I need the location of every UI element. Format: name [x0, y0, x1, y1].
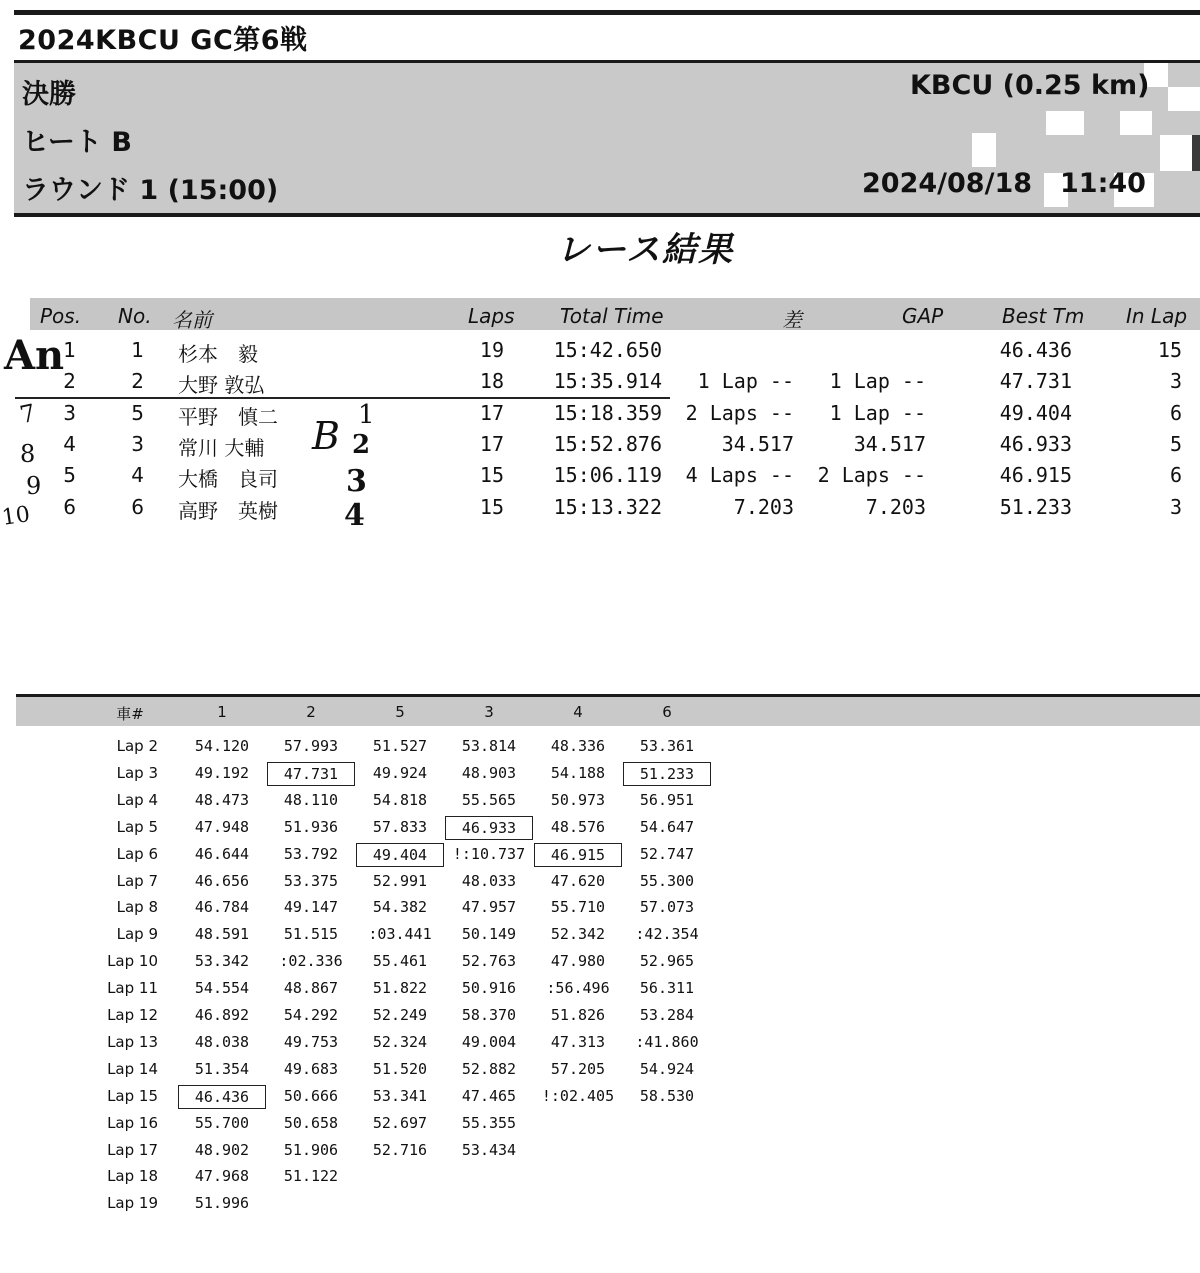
- lap-time: !:10.737: [452, 844, 526, 863]
- lap-time: 57.205: [550, 1059, 606, 1078]
- lap-time: 49.683: [283, 1059, 339, 1078]
- lap-time: 48.591: [194, 925, 250, 944]
- result-cell-best: 46.915: [999, 463, 1072, 488]
- lap-label: Lap 3: [116, 763, 158, 782]
- report-title: レース結果: [555, 230, 735, 270]
- lap-header-car: 6: [662, 703, 672, 721]
- result-cell-total-time: 15:35.914: [553, 369, 662, 394]
- lap-time: 47.957: [461, 898, 517, 917]
- lap-time: 54.120: [194, 737, 250, 755]
- col-header-laps: Laps: [468, 304, 515, 328]
- result-cell-best: 49.404: [999, 400, 1072, 425]
- result-cell-in-lap: 6: [1169, 463, 1182, 488]
- lap-time: 50.916: [461, 979, 517, 998]
- session-heat: ヒート B: [22, 127, 132, 158]
- lap-time: 55.565: [461, 790, 517, 809]
- lap-header-car: 1: [217, 703, 227, 721]
- lap-time: 49.147: [283, 898, 339, 917]
- best-lap-time: 46.915: [534, 843, 622, 867]
- lap-time: 58.530: [639, 1086, 695, 1105]
- lap-label: Lap 2: [116, 737, 158, 755]
- handwritten-note: 9: [26, 472, 42, 500]
- lap-time: 51.520: [372, 1059, 428, 1078]
- result-cell-gap: 1 Lap --: [829, 400, 926, 425]
- lap-header-car: 5: [395, 703, 405, 721]
- lap-label: Lap 15: [107, 1086, 158, 1105]
- lap-time: 46.892: [194, 1006, 250, 1024]
- lap-time: :41.860: [635, 1032, 699, 1051]
- lap-time: 48.902: [194, 1140, 250, 1159]
- lap-time: 48.903: [461, 763, 517, 782]
- col-header-in-lap: In Lap: [1126, 304, 1188, 328]
- lap-time: :42.354: [635, 925, 699, 944]
- lap-time: 54.924: [639, 1059, 695, 1078]
- result-cell-diff: 4 Laps --: [685, 463, 794, 488]
- lap-time: 48.473: [194, 790, 250, 809]
- lap-time: 48.576: [550, 817, 606, 836]
- result-cell-no: 2: [131, 369, 144, 394]
- handwritten-note: 3: [346, 464, 367, 499]
- lap-time: 54.818: [372, 790, 428, 809]
- track-name: KBCU (0.25 km): [910, 70, 1150, 101]
- lap-time: 56.311: [639, 979, 695, 998]
- best-lap-time: 46.933: [445, 816, 533, 840]
- result-cell-best: 46.933: [999, 431, 1072, 456]
- lap-time: 54.188: [550, 763, 606, 782]
- result-cell-name: 常川 大輔: [178, 435, 265, 460]
- lap-time: 53.814: [461, 737, 517, 755]
- col-header-no: No.: [118, 304, 152, 328]
- col-header-best: Best Tm: [1002, 304, 1085, 328]
- result-cell-name: 大橋 良司: [178, 467, 278, 492]
- lap-time: 53.375: [283, 871, 339, 890]
- lap-time: 52.965: [639, 952, 695, 971]
- lap-label: Lap 6: [116, 844, 158, 863]
- lap-time: 50.658: [283, 1113, 339, 1132]
- lap-time: 54.292: [283, 1006, 339, 1024]
- lap-time: 57.073: [639, 898, 695, 917]
- lap-label: Lap 5: [116, 817, 158, 836]
- lap-time: 55.710: [550, 898, 606, 917]
- lap-time: 51.354: [194, 1059, 250, 1078]
- lap-time: 49.753: [283, 1032, 339, 1051]
- lap-time: 51.936: [283, 817, 339, 836]
- lap-time: 48.110: [283, 790, 339, 809]
- lap-time: :03.441: [368, 925, 432, 944]
- result-cell-total-time: 15:13.322: [553, 494, 662, 519]
- lap-time: 51.527: [372, 737, 428, 755]
- result-cell-diff: 1 Lap --: [697, 369, 794, 394]
- lap-time: 51.122: [283, 1167, 339, 1186]
- lap-label: Lap 13: [107, 1032, 158, 1051]
- lap-label: Lap 16: [107, 1113, 158, 1132]
- lap-time: 49.004: [461, 1032, 517, 1051]
- lap-time: 52.697: [372, 1113, 428, 1132]
- col-header-gap: GAP: [902, 304, 944, 328]
- lap-time: 50.666: [283, 1086, 339, 1105]
- result-cell-total-time: 15:42.650: [553, 338, 662, 362]
- lap-header-car: 4: [573, 703, 583, 721]
- result-cell-total-time: 15:18.359: [553, 400, 662, 425]
- lap-time: 52.342: [550, 925, 606, 944]
- lap-time: 52.324: [372, 1032, 428, 1051]
- session-round: ラウンド 1 (15:00): [22, 175, 279, 206]
- checker-square: [1192, 135, 1200, 171]
- event-title: 2024KBCU GC第6戦: [18, 25, 308, 56]
- lap-time: 55.300: [639, 871, 695, 890]
- lap-label: Lap 12: [107, 1006, 158, 1024]
- lap-time: 57.993: [283, 737, 339, 755]
- result-cell-pos: 3: [63, 400, 76, 425]
- handwritten-note: An: [4, 332, 65, 379]
- lap-time: 49.924: [372, 763, 428, 782]
- result-cell-pos: 1: [63, 338, 76, 362]
- lap-time: 46.644: [194, 844, 250, 863]
- result-cell-pos: 2: [63, 369, 76, 394]
- lap-label: Lap 8: [116, 898, 158, 917]
- lap-time: 55.355: [461, 1113, 517, 1132]
- result-cell-best: 51.233: [999, 494, 1072, 519]
- lap-time: 47.948: [194, 817, 250, 836]
- result-cell-laps: 15: [479, 494, 504, 519]
- lap-time: 52.747: [639, 844, 695, 863]
- lap-time: 53.434: [461, 1140, 517, 1159]
- lap-label: Lap 4: [116, 790, 158, 809]
- lap-label: Lap 19: [107, 1194, 158, 1213]
- result-cell-name: 平野 慎二: [178, 404, 278, 429]
- result-cell-name: 高野 英樹: [178, 498, 278, 523]
- result-cell-diff: 2 Laps --: [685, 400, 794, 425]
- lap-time: 47.968: [194, 1167, 250, 1186]
- lap-label: Lap 18: [107, 1167, 158, 1186]
- handwritten-note: 7: [17, 398, 39, 430]
- result-cell-name: 大野 敦弘: [178, 373, 265, 398]
- result-cell-in-lap: 5: [1169, 431, 1182, 456]
- result-cell-pos: 4: [63, 431, 76, 456]
- lap-time: 53.361: [639, 737, 695, 755]
- result-cell-no: 4: [131, 463, 144, 488]
- lap-header-car: 3: [484, 703, 494, 721]
- result-cell-name: 杉本 毅: [178, 342, 258, 366]
- lap-time: 46.784: [194, 898, 250, 917]
- lap-time: 47.980: [550, 952, 606, 971]
- lap-time: 47.465: [461, 1086, 517, 1105]
- handwritten-note: 2: [352, 430, 371, 460]
- col-header-total-time: Total Time: [560, 304, 664, 328]
- lap-label: Lap 7: [116, 871, 158, 890]
- lap-time: 54.554: [194, 979, 250, 998]
- lap-time: 54.382: [372, 898, 428, 917]
- best-lap-time: 46.436: [178, 1085, 266, 1109]
- result-cell-pos: 6: [63, 494, 76, 519]
- checker-square: [1120, 111, 1152, 135]
- result-cell-in-lap: 3: [1169, 369, 1182, 394]
- lap-time: !:02.405: [541, 1086, 615, 1105]
- lap-time: 57.833: [372, 817, 428, 836]
- lap-time: 52.249: [372, 1006, 428, 1024]
- col-header-pos: Pos.: [40, 304, 82, 328]
- result-cell-diff: 7.203: [733, 494, 794, 519]
- lap-time: 50.149: [461, 925, 517, 944]
- result-cell-in-lap: 3: [1169, 494, 1182, 519]
- lap-time: 55.700: [194, 1113, 250, 1132]
- lap-time: 56.951: [639, 790, 695, 809]
- result-cell-in-lap: 15: [1157, 338, 1182, 362]
- result-cell-laps: 18: [479, 369, 504, 394]
- lap-time: 53.341: [372, 1086, 428, 1105]
- lap-time: 52.763: [461, 952, 517, 971]
- handwritten-note: 1: [358, 400, 375, 430]
- top-rule: [14, 10, 1200, 15]
- col-header-name: 名前: [172, 308, 212, 332]
- handwritten-underline: [15, 397, 670, 399]
- lap-time: 51.906: [283, 1140, 339, 1159]
- checker-square: [972, 133, 996, 167]
- result-cell-total-time: 15:52.876: [553, 431, 662, 456]
- handwritten-note: 8: [20, 440, 36, 468]
- session-date: 2024/08/18: [862, 168, 1033, 199]
- best-lap-time: 51.233: [623, 762, 711, 786]
- lap-time: 48.867: [283, 979, 339, 998]
- handwritten-note: 10: [0, 502, 32, 531]
- lap-time: :02.336: [279, 952, 343, 971]
- lap-time: 58.370: [461, 1006, 517, 1024]
- lap-header-car: 2: [306, 703, 316, 721]
- handwritten-note: B: [312, 414, 340, 458]
- result-cell-no: 5: [131, 400, 144, 425]
- lap-time: 47.313: [550, 1032, 606, 1051]
- result-cell-pos: 5: [63, 463, 76, 488]
- result-cell-laps: 19: [479, 338, 504, 362]
- result-cell-no: 3: [131, 431, 144, 456]
- lap-time: 51.822: [372, 979, 428, 998]
- checker-square: [1046, 111, 1084, 135]
- lap-time: 53.342: [194, 952, 250, 971]
- result-cell-gap: 7.203: [865, 494, 926, 519]
- result-cell-laps: 15: [479, 463, 504, 488]
- lap-time: 49.192: [194, 763, 250, 782]
- lap-time: 51.515: [283, 925, 339, 944]
- lap-time: 46.656: [194, 871, 250, 890]
- lap-label: Lap 9: [116, 925, 158, 944]
- lap-time: 51.826: [550, 1006, 606, 1024]
- lap-time: 48.038: [194, 1032, 250, 1051]
- col-header-diff: 差: [782, 308, 802, 332]
- result-cell-in-lap: 6: [1169, 400, 1182, 425]
- lap-time: 52.882: [461, 1059, 517, 1078]
- lap-label: Lap 11: [107, 979, 158, 998]
- result-cell-laps: 17: [479, 400, 504, 425]
- lap-time: :56.496: [546, 979, 610, 998]
- lap-time: 51.996: [194, 1194, 250, 1213]
- lap-time: 53.284: [639, 1006, 695, 1024]
- result-cell-no: 6: [131, 494, 144, 519]
- lap-label: Lap 14: [107, 1059, 158, 1078]
- lap-time: 52.991: [372, 871, 428, 890]
- best-lap-time: 49.404: [356, 843, 444, 867]
- lap-time: 50.973: [550, 790, 606, 809]
- lap-time: 48.336: [550, 737, 606, 755]
- lap-time: 55.461: [372, 952, 428, 971]
- session-type: 決勝: [22, 79, 76, 110]
- lap-time: 52.716: [372, 1140, 428, 1159]
- result-cell-best: 47.731: [999, 369, 1072, 394]
- lap-header-label: 車#: [116, 705, 144, 723]
- lap-label: Lap 17: [107, 1140, 158, 1159]
- lap-label: Lap 10: [107, 952, 158, 971]
- result-cell-diff: 34.517: [721, 431, 794, 456]
- result-cell-gap: 34.517: [853, 431, 926, 456]
- result-cell-gap: 1 Lap --: [829, 369, 926, 394]
- checker-square: [1168, 87, 1200, 111]
- session-time: 11:40: [1060, 168, 1146, 199]
- result-cell-no: 1: [131, 338, 144, 362]
- result-cell-laps: 17: [479, 431, 504, 456]
- lap-time: 47.620: [550, 871, 606, 890]
- best-lap-time: 47.731: [267, 762, 355, 786]
- lap-time: 54.647: [639, 817, 695, 836]
- handwritten-note: 4: [344, 498, 365, 533]
- result-cell-total-time: 15:06.119: [553, 463, 662, 488]
- result-cell-gap: 2 Laps --: [817, 463, 926, 488]
- lap-time: 53.792: [283, 844, 339, 863]
- lap-time: 48.033: [461, 871, 517, 890]
- result-cell-best: 46.436: [999, 338, 1072, 362]
